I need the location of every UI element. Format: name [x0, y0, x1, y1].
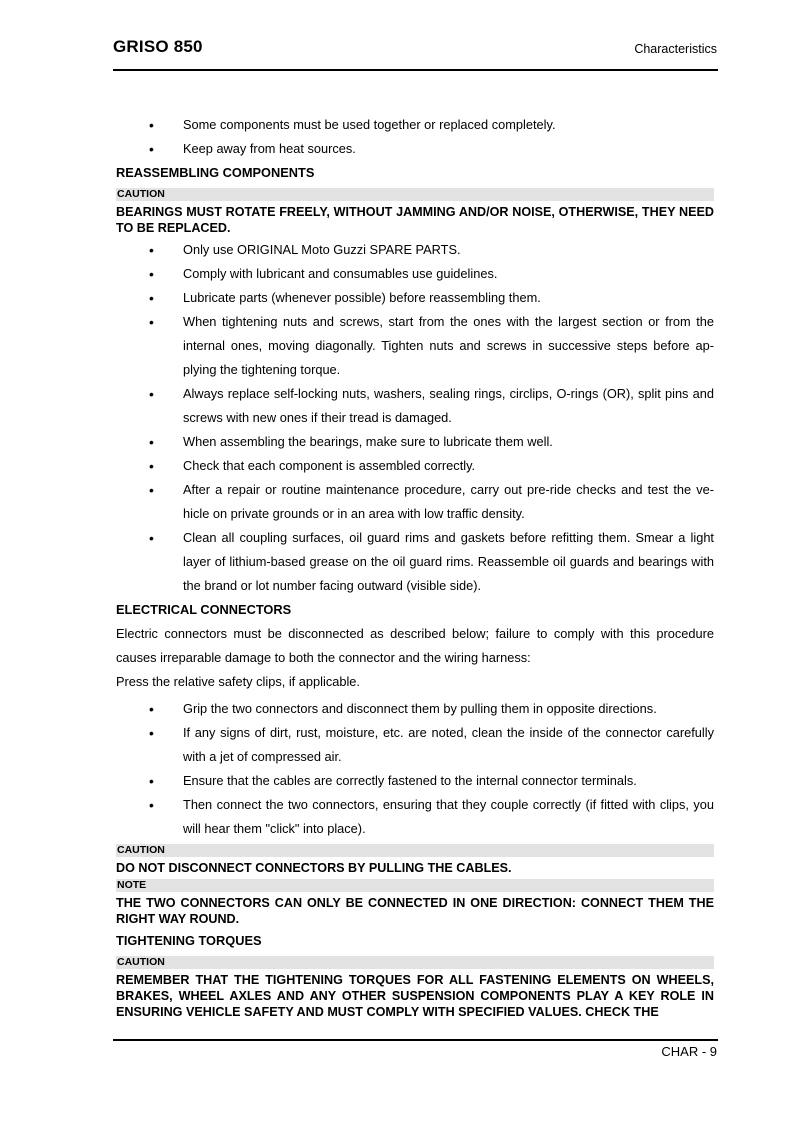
list-item: • Grip the two connectors and disconnect them by pulling them in opposite directions.	[116, 697, 714, 721]
list-item: • Always replace self-locking nuts, washers, sealing rings, circlips, O-rings (OR), split pins and screws with new ones if their tread is damaged.	[116, 382, 714, 430]
reassembling-heading: REASSEMBLING COMPONENTS	[116, 165, 315, 180]
header-rule	[113, 69, 718, 71]
list-item: • If any signs of dirt, rust, moisture, etc. are noted, clean the inside of the connector carefully with a jet of compressed air.	[116, 721, 714, 769]
electrical-heading: ELECTRICAL CONNECTORS	[116, 602, 292, 617]
electrical-instruction: Press the relative safety clips, if applicable.	[116, 674, 360, 689]
list-item: • Only use ORIGINAL Moto Guzzi SPARE PARTS.	[116, 238, 714, 262]
page-number: CHAR - 9	[661, 1044, 717, 1059]
electrical-list	[116, 697, 714, 841]
page-content	[116, 113, 714, 1022]
reassembling-list	[116, 238, 714, 598]
torques-heading: TIGHTENING TORQUES	[116, 933, 262, 948]
list-item: • Clean all coupling surfaces, oil guard rims and gaskets before refitting them. Smear a light layer of lithium-based grease on the oil guard rims. Reassemble oil guards and bearings with the brand or lot number facing outward (visible side).	[116, 526, 714, 598]
caution-label: CAUTION	[116, 188, 714, 201]
list-item: • When tightening nuts and screws, start from the ones with the largest section or from the internal ones, moving diagonally. Tighten nuts and screws in successive steps before ap-plying the tightening torque.	[116, 310, 714, 382]
list-item: • After a repair or routine maintenance procedure, carry out pre-ride checks and test the ve-hicle on private grounds or in an area with low traffic density.	[116, 478, 714, 526]
caution-text: BEARINGS MUST ROTATE FREELY, WITHOUT JAMMING AND/OR NOISE, OTHERWISE, THEY NEED TO BE REPLACED.	[116, 205, 714, 235]
list-item: • Comply with lubricant and consumables use guidelines.	[116, 262, 714, 286]
list-item: • When assembling the bearings, make sure to lubricate them well.	[116, 430, 714, 454]
list-item: • Keep away from heat sources.	[116, 137, 714, 161]
caution-text: REMEMBER THAT THE TIGHTENING TORQUES FOR ALL FASTENING ELEMENTS ON WHEELS, BRAKES, WHEEL AXLES AND ANY OTHER SUSPENSION COMPONENTS PLAY A KEY ROLE IN ENSURING VEHICLE SAFETY AND MUST COMPLY WITH SPECIFIED VALUES. CHECK THE	[116, 973, 714, 1019]
caution-label: CAUTION	[116, 844, 714, 857]
footer-rule	[113, 1039, 718, 1041]
caution-label: CAUTION	[116, 956, 714, 969]
list-item: • Some components must be used together or replaced completely.	[116, 113, 714, 137]
list-item: • Check that each component is assembled correctly.	[116, 454, 714, 478]
list-item: • Ensure that the cables are correctly fastened to the internal connector terminals.	[116, 769, 714, 793]
section-name: Characteristics	[634, 42, 717, 56]
intro-list	[116, 113, 714, 161]
electrical-paragraph: Electric connectors must be disconnected as described below; failure to comply with this procedure causes irreparable damage to both the connector and the wiring harness:	[116, 626, 714, 665]
note-label: NOTE	[116, 879, 714, 892]
list-item: • Lubricate parts (whenever possible) before reassembling them.	[116, 286, 714, 310]
caution-text: DO NOT DISCONNECT CONNECTORS BY PULLING THE CABLES.	[116, 861, 512, 875]
document-title: GRISO 850	[113, 37, 203, 56]
note-text: THE TWO CONNECTORS CAN ONLY BE CONNECTED IN ONE DIRECTION: CONNECT THEM THE RIGHT WAY ROUND.	[116, 896, 714, 926]
list-item: • Then connect the two connectors, ensuring that they couple correctly (if fitted with clips, you will hear them "click" into place).	[116, 793, 714, 841]
